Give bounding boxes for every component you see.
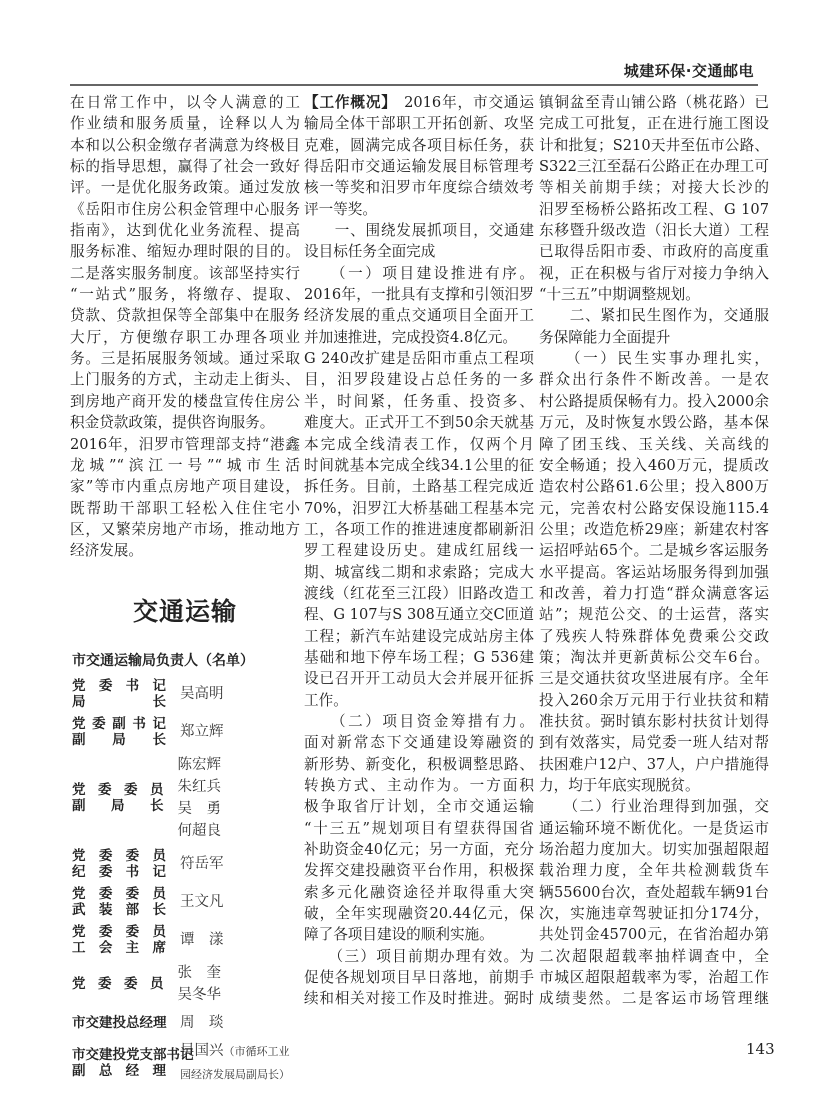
text-line: 视，正在积极与省厅对接力争纳入 — [539, 264, 769, 282]
text-line: 二是落实服务制度。该部坚持实行 — [70, 264, 300, 282]
text-line: 核一等奖和汨罗市年度综合绩效考 — [304, 179, 534, 197]
text-line: 时间就基本完成全线34.1公里的征 — [304, 456, 534, 474]
role-line: 党委委员 — [72, 924, 166, 940]
text-line: 共处罚金45700元，在省治超办第 — [539, 926, 769, 944]
text-line: 家”等市内重点房地产项目建设， — [70, 478, 300, 496]
text-line: 安全畅通；投入460万元，提质改 — [539, 456, 769, 474]
text-line: 造农村公路61.6公里；投入800万 — [539, 478, 769, 496]
role-line: 党委委员 — [72, 782, 164, 798]
leader-row — [72, 754, 302, 842]
text-line: 扶困难户12户、37人，户户措施得 — [539, 755, 769, 773]
running-header: 城建环保·交通邮电 — [623, 62, 754, 80]
leader-names — [177, 754, 302, 842]
text-line: 三是交通扶贫攻坚进展有序。全年 — [539, 670, 769, 688]
text-line: 力，均于年底实现脱贫。 — [539, 777, 700, 794]
text-line: 和改善，着力打造“群众满意客运 — [539, 584, 769, 602]
text-line: 一、围绕发展抓项目，交通建 — [304, 222, 534, 240]
leaders-list — [72, 678, 302, 1092]
text-line: 设目标任务全面完成 — [304, 243, 436, 261]
text-line: 2016年，汨罗市管理部支持“港鑫 — [70, 435, 300, 453]
text-line: 期、城富线二期和求索路；完成大 — [304, 563, 534, 581]
text-line: 转换方式、主动作为。一方面积 — [304, 777, 534, 794]
leader-note: 园经济发展局副局长） — [180, 1068, 290, 1081]
role-line: 党委委员 — [72, 848, 166, 864]
leader-names — [180, 1040, 290, 1086]
text-line: 服务标准、缩短办理时限的目的。 — [70, 243, 300, 261]
leader-name: 周 琰 — [180, 1015, 224, 1031]
role-line: 副局长 — [72, 798, 164, 814]
text-line: 输局全体干部职工开拓创新、攻坚 — [304, 115, 534, 133]
role-line: 党委委员 — [72, 976, 164, 992]
text-line: 工程；新汽车站建设完成站房主体 — [304, 627, 534, 645]
text-line: 基础和地下停车场工程；G 536建 — [304, 648, 534, 666]
text-line: S322三江至磊石公路正在办理工可 — [539, 158, 769, 176]
role-line: 党委书记 — [72, 678, 166, 694]
text-line: “一站式”服务，将缴存、提取、 — [70, 286, 300, 304]
leader-name: 吴 勇 — [177, 801, 221, 817]
leader-name: 王文凡 — [180, 894, 224, 910]
text-line: 程、G 107与S 308互通立交C匝道 — [304, 606, 534, 624]
text-line: 大厅，方便缴存职工办理各项业 — [70, 328, 300, 346]
text-line: 70%，汨罗江大桥基础工程基本完 — [304, 499, 534, 517]
leader-role — [72, 782, 163, 814]
role-line: 工会主席 — [72, 940, 166, 956]
leader-names — [180, 683, 244, 705]
text-line: “十三五”中期调整规划。 — [539, 286, 700, 304]
text-line: 障了团玉线、玉关线、关高线的 — [539, 435, 769, 453]
leader-role — [72, 1015, 166, 1031]
text-line: 半，时间紧，任务重、投资多、 — [304, 392, 534, 410]
leader-names — [180, 721, 244, 743]
text-line: 公里；改造危桥29座；新建农村客 — [539, 520, 769, 538]
text-line: 经济发展。 — [70, 542, 143, 560]
leader-role — [72, 716, 166, 748]
text-line: 市城区超限超载率为零，治超工作 — [539, 969, 769, 987]
text-line: 龙城”“滨江一号”“城市生活 — [70, 456, 300, 474]
role-line: 市交建投党支部书记 — [72, 1047, 194, 1063]
leader-note: （市循环工业 — [223, 1045, 290, 1058]
text-line: 到房地产商开发的楼盘宣传住房公 — [70, 392, 300, 410]
role-line: 党委副书记 — [72, 716, 166, 732]
text-line: 完成工可批复，正在进行施工图设 — [539, 115, 769, 133]
text-line: 索多元化融资途径并取得重大突 — [304, 883, 534, 901]
text-line: 了残疾人特殊群体免费乘公交政 — [539, 627, 769, 645]
text-line: 设已召开开工动员大会并展开征拆 — [304, 670, 534, 688]
text-line: 发挥交建投融资平台作用，积极探 — [304, 862, 534, 880]
text-line: 汨罗至杨桥公路拓改工程、G 107 — [539, 200, 769, 218]
text-line: （二）行业治理得到加强，交 — [539, 798, 769, 816]
text-line: 计和批复；S210天井至伍市公路、 — [539, 136, 769, 154]
text-line: 工作。 — [304, 691, 348, 709]
text-line: 东移暨升级改造（汨长大道）工程 — [539, 222, 769, 240]
text-line: 策；淘汰并更新黄标公交车6台。 — [539, 648, 769, 666]
text-line: 辆55600台次，查处超载车辆91台 — [539, 883, 769, 901]
left-column — [70, 92, 300, 562]
leader-name: 吴国兴 — [180, 1043, 224, 1059]
text-line: 本完成全线清表工作，仅两个月 — [304, 435, 534, 453]
text-line: （一）项目建设推进有序。 — [304, 264, 534, 282]
leader-name: 郑立辉 — [180, 724, 224, 740]
leader-role — [72, 976, 163, 992]
text-line: 罗工程建设历史。建成红屈线一 — [304, 542, 534, 560]
leader-names — [180, 853, 244, 875]
text-line: 作业绩和服务质量，诠释以人为 — [70, 115, 300, 133]
text-line: 站”；规范公交、的士运营，落实 — [539, 606, 769, 624]
text-line: 渡线（红花至三江段）旧路改造工 — [304, 584, 534, 602]
leader-role — [72, 1047, 194, 1079]
text-line: 难度大。正式开工不到50余天就基 — [304, 414, 534, 432]
text-line: 得岳阳市交通运输发展目标管理考 — [304, 158, 534, 176]
text-line: 二、紧扣民生图作为，交通服 — [539, 307, 769, 325]
text-line: 场治超力度加大。切实加强超限超 — [539, 841, 769, 859]
text-line: “十三五”规划项目有望获得国省 — [304, 819, 534, 837]
leader-name: 何超良 — [177, 823, 221, 839]
text-line: 促使各规划项目早日落地，前期手 — [304, 969, 534, 987]
text-line: 投入260余万元用于行业扶贫和精 — [539, 691, 769, 709]
leader-names — [180, 891, 244, 913]
text-line: 评一等奖。 — [304, 200, 377, 218]
text-line: 在日常工作中，以令人满意的工 — [70, 94, 300, 111]
text-line: G 240改扩建是岳阳市重点工程项 — [304, 350, 534, 368]
leader-row — [72, 886, 302, 918]
text-line: 次，实施违章驾驶证扣分174分， — [539, 905, 769, 923]
leader-row — [72, 924, 302, 956]
text-line: 到有效落实，局党委一班人结对帮 — [539, 734, 769, 752]
role-line: 市交建投总经理 — [72, 1015, 167, 1031]
text-line: （一）民生实事办理扎实， — [539, 350, 769, 368]
role-line: 副局长 — [72, 732, 166, 748]
text-line: 补助资金40亿元；另一方面，充分 — [304, 841, 534, 859]
leader-names — [177, 962, 302, 1006]
text-line: （二）项目资金筹措有力。 — [304, 712, 534, 730]
leader-role — [72, 678, 166, 710]
text-line: 水平提高。客运站场服务得到加强 — [539, 563, 769, 581]
text-line: 拆任务。目前，土路基工程完成近 — [304, 478, 534, 496]
role-line: 副总经理 — [72, 1063, 166, 1079]
text-line: 准扶贫。弼时镇东影村扶贫计划得 — [539, 712, 769, 730]
text-line: 并加速推进，完成投资4.8亿元。 — [304, 328, 517, 346]
leader-row — [72, 1040, 302, 1086]
text-line: 镇铜盆至青山铺公路（桃花路）已 — [539, 94, 769, 111]
leader-row — [72, 716, 302, 748]
text-line: 务。三是拓展服务领域。通过采取 — [70, 350, 300, 368]
middle-column — [304, 92, 534, 1010]
leader-names — [180, 1012, 244, 1034]
leader-name: 吴冬华 — [177, 987, 221, 1003]
text-line: 贷款、贷款担保等全部集中在服务 — [70, 307, 300, 325]
leaders-list-title: 市交通运输局负责人（名单） — [72, 653, 254, 669]
text-line: 目，汨罗段建设占总任务的一多 — [304, 371, 534, 389]
text-line: 指南》，达到优化业务流程、提高 — [70, 222, 300, 240]
text-line: 区，又繁荣房地产市场，推动地方 — [70, 520, 300, 538]
text-line: 运招呼站65个。二是城乡客运服务 — [539, 542, 769, 560]
text-line: 积金贷款政策，提供咨询服务。 — [70, 414, 275, 432]
page-number: 143 — [746, 1040, 775, 1058]
text-line: 本和以公积金缴存者满意为终极目 — [70, 136, 300, 154]
leader-row — [72, 1012, 302, 1034]
text-line: 评。一是优化服务政策。通过发放 — [70, 179, 300, 197]
role-line: 纪委书记 — [72, 864, 166, 880]
text-line: 通运输环境不断优化。一是货运市 — [539, 819, 769, 837]
text-line: 二次超限超载率抽样调查中，全 — [539, 947, 769, 965]
leader-name: 吴高明 — [180, 686, 224, 702]
text-line: 2016年，一批具有支撑和引领汨罗 — [304, 286, 534, 304]
text-line: 经济发展的重点交通项目全面开工 — [304, 307, 534, 325]
text-line: 极争取省厅计划，全市交通运输 — [304, 798, 534, 816]
role-line: 武装部长 — [72, 902, 166, 918]
header-divider — [70, 84, 758, 86]
text-line: 元，完善农村公路安保设施115.4 — [539, 499, 769, 517]
leader-row — [72, 848, 302, 880]
text-line: （三）项目前期办理有效。为 — [304, 947, 534, 965]
text-line: 村公路提质保畅有力。投入2000余 — [539, 392, 769, 410]
text-line: 等相关前期手续；对接大长沙的 — [539, 179, 769, 197]
text-line: 务保障能力全面提升 — [539, 328, 671, 346]
text-line: 载治理力度，全年共检测载货车 — [539, 862, 769, 880]
leader-name: 朱红兵 — [177, 779, 221, 795]
text-line: 万元，及时恢复水毁公路，基本保 — [539, 414, 769, 432]
text-line: 群众出行条件不断改善。一是农 — [539, 371, 769, 389]
text-line: 上门服务的方式，主动走上街头、 — [70, 371, 300, 389]
role-line: 局长 — [72, 694, 166, 710]
text-line: 工，各项工作的推进速度都刷新汨 — [304, 520, 534, 538]
text-line — [304, 92, 534, 113]
text-line: 已取得岳阳市委、市政府的高度重 — [539, 243, 769, 261]
text-line: 成绩斐然。二是客运市场管理继 — [539, 990, 769, 1008]
leader-role — [72, 924, 166, 956]
leader-names — [180, 929, 244, 951]
text-line: 障了各项目建设的顺利实施。 — [304, 926, 494, 944]
role-line: 党委委员 — [72, 886, 166, 902]
leader-name: 陈宏辉 — [177, 757, 221, 773]
text-line: 续和相关对接工作及时推进。弼时 — [304, 990, 534, 1008]
leader-name: 谭 漾 — [180, 932, 224, 948]
text-line: 面对新常态下交通建设筹融资的 — [304, 734, 534, 752]
leader-name: 张 奎 — [177, 965, 221, 981]
text-line: 既帮助干部职工轻松入住住宅小 — [70, 499, 300, 517]
overview-label: 【工作概况】 — [304, 94, 397, 111]
text-line: 《岳阳市住房公积金管理中心服务 — [70, 200, 300, 218]
leader-role — [72, 848, 166, 880]
right-column — [539, 92, 769, 1010]
leader-row — [72, 678, 302, 710]
leader-name: 符岳军 — [180, 856, 224, 872]
text-line: 标的指导思想，赢得了社会一致好 — [70, 158, 300, 176]
text-line: 克难，圆满完成各项目标任务，获 — [304, 136, 534, 154]
text-span: 2016年，市交通运 — [404, 94, 534, 111]
section-title: 交通运输 — [132, 597, 237, 626]
leader-role — [72, 886, 166, 918]
text-line: 破，全年实现融资20.44亿元，保 — [304, 905, 534, 923]
text-line: 新形势、新变化，积极调整思路、 — [304, 755, 534, 773]
leader-row — [72, 962, 302, 1006]
